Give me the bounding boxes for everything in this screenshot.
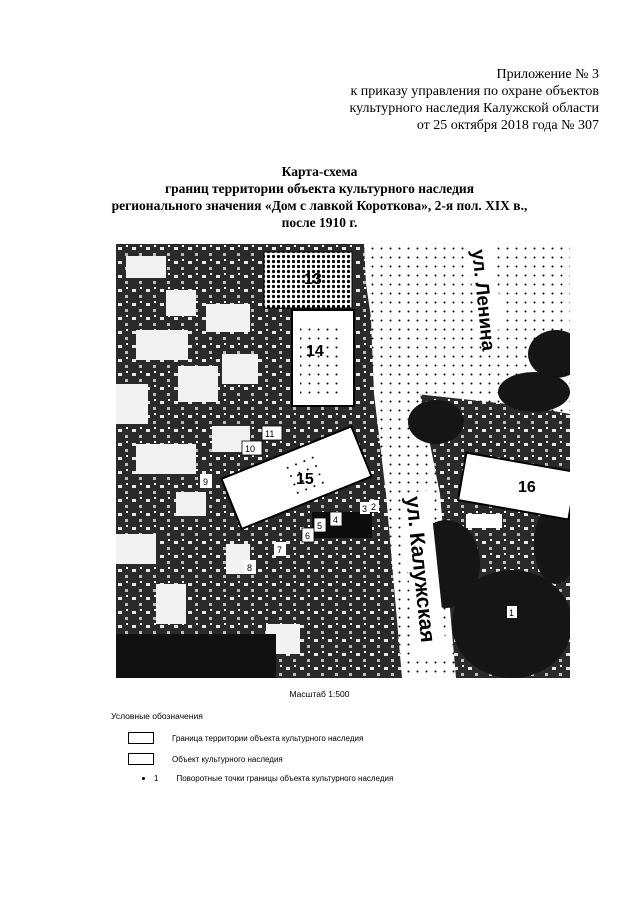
map-svg bbox=[116, 244, 570, 678]
document-title bbox=[0, 163, 639, 231]
building-14-label: 14 bbox=[306, 343, 324, 360]
svg-text:6: 6 bbox=[305, 531, 311, 541]
appendix-header bbox=[239, 66, 599, 134]
appendix-line-2: к приказу управления по охране объектов bbox=[350, 84, 599, 99]
svg-text:8: 8 bbox=[247, 563, 253, 573]
point-6 bbox=[302, 528, 314, 542]
building-16-label: 16 bbox=[518, 479, 536, 496]
site-map bbox=[116, 244, 570, 678]
title-line-3: регионального значения «Дом с лавкой Короткова», 2-я пол. XIX в., bbox=[111, 198, 528, 213]
object-symbol bbox=[128, 753, 154, 765]
street-name-kaluzhskaya: ул. Калужская bbox=[401, 495, 440, 644]
svg-text:1: 1 bbox=[509, 608, 515, 618]
appendix-line-1: Приложение № 3 bbox=[496, 67, 599, 82]
svg-text:11: 11 bbox=[265, 429, 275, 439]
title-line-4: после 1910 г. bbox=[281, 215, 358, 230]
title-line-2: границ территории объекта культурного наследия bbox=[164, 181, 475, 196]
point-8 bbox=[244, 560, 256, 574]
legend-item-points-text: Поворотные точки границы объекта культурного наследия bbox=[176, 774, 394, 783]
appendix-line-4: от 25 октября 2018 года № 307 bbox=[416, 118, 599, 133]
point-11 bbox=[262, 426, 282, 440]
title-line-1: Карта-схема bbox=[281, 164, 358, 179]
street-name-lenina: ул. Ленина bbox=[467, 248, 499, 353]
svg-text:4: 4 bbox=[333, 515, 339, 525]
building-16-annex bbox=[466, 514, 502, 528]
legend-item-object-text: Объект культурного наследия bbox=[172, 754, 283, 764]
point-5 bbox=[314, 518, 326, 532]
point-3 bbox=[360, 502, 370, 514]
legend-item-object bbox=[128, 753, 283, 765]
shadow-area bbox=[116, 634, 276, 678]
point-7 bbox=[274, 542, 286, 556]
svg-text:5: 5 bbox=[317, 521, 323, 531]
svg-text:3: 3 bbox=[362, 504, 368, 514]
svg-text:2: 2 bbox=[371, 502, 377, 512]
legend-point-number: 1 bbox=[154, 774, 159, 783]
svg-text:10: 10 bbox=[245, 444, 256, 454]
legend-item-boundary bbox=[128, 732, 363, 744]
point-1 bbox=[507, 606, 517, 618]
legend-item-boundary-text: Граница территории объекта культурного наследия bbox=[172, 733, 364, 743]
point-4 bbox=[330, 512, 342, 526]
building-13-label: 13 bbox=[304, 271, 322, 288]
point-10 bbox=[242, 441, 262, 455]
legend-heading: Условные обозначения bbox=[111, 711, 203, 721]
map-scale: Масштаб 1:500 bbox=[289, 689, 350, 699]
point-2 bbox=[369, 500, 379, 512]
building-15-label: 15 bbox=[296, 471, 314, 488]
boundary-symbol bbox=[128, 732, 154, 744]
point-marker-symbol bbox=[142, 777, 145, 780]
point-9 bbox=[200, 474, 212, 488]
legend-item-points bbox=[128, 774, 393, 783]
appendix-line-3: культурного наследия Калужской области bbox=[349, 101, 599, 116]
svg-text:7: 7 bbox=[277, 545, 283, 555]
svg-text:9: 9 bbox=[203, 477, 209, 487]
